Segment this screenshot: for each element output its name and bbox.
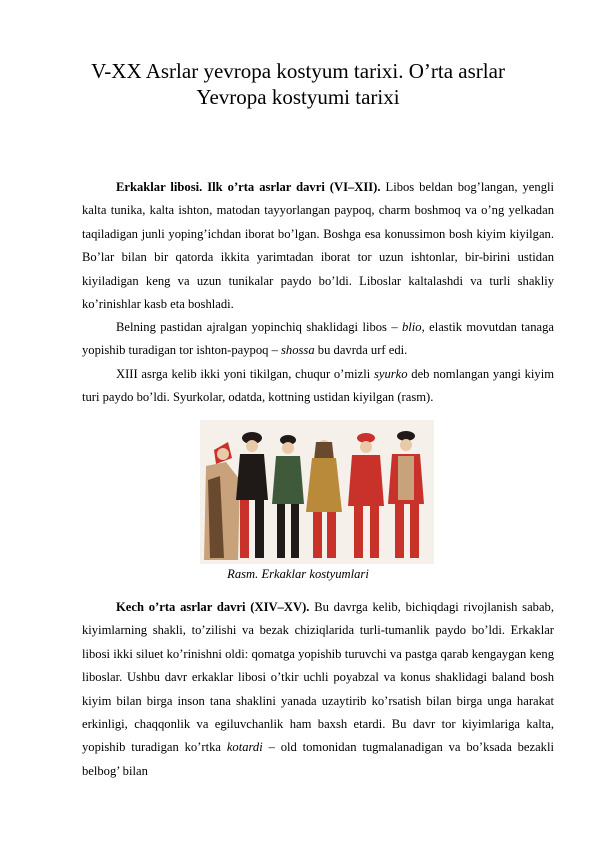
paragraph-syurko (82, 363, 554, 410)
section-lead-late: Kech o’rta asrlar davri (XIV–XV). (116, 600, 310, 614)
term-kotardi: kotardi (226, 740, 263, 755)
paragraph-text: Libos beldan bog’langan, yengli kalta tunika, kalta ishton, matodan tayyorlangan paypoq, charm boshmoq va o’ng yelkadan taqiladigan junli yoping’ichdan iborat bo’lgan. Boshga esa konussimon bosh kiyim kiyilgan. Bo’lar bilan bir qatorda ikkita yarimtadan iborat tor uzun ishtonlar, bir-birini ustidan kiyiladigan keng va uzun tunikalar paydo bo’ldi. Liboslar kaltalashdi va turli shakliy ko’rinishlar kasb eta boshladi. (82, 180, 554, 312)
paragraph-early-middle-ages (82, 176, 554, 316)
figure-man-dark (236, 432, 268, 558)
figure-caption: Rasm. Erkaklar kostyumlari (227, 567, 369, 581)
figure-woman (204, 442, 240, 560)
page-title: V-XX Asrlar yevropa kostyum tarixi. O’rta asrlar Yevropa kostyumi tarixi (91, 59, 505, 109)
paragraph-blio-shossa (82, 316, 554, 363)
paragraph-text: XIII asrga kelib ikki yoni tikilgan, chuqur o’mizli (116, 367, 374, 381)
paragraph-text: bu davrda urf edi. (314, 343, 408, 358)
figure-man-green (272, 435, 304, 558)
costume-illustration (200, 420, 434, 564)
paragraph-text: Belning pastidan ajralgan yopinchiq shaklidagi libos – (116, 320, 402, 334)
figure-man-red-sleeves (388, 431, 424, 558)
paragraph-text: , elastik movutdan tanaga yopishib turadigan tor ishton-paypoq – (82, 320, 554, 358)
term-shossa: shossa (281, 343, 315, 358)
paragraph-text: – old tomonidan tugmalanadigan va bo’ksada bezakli belbog’ bilan (82, 740, 554, 778)
term-syurko: syurko (373, 367, 408, 381)
paragraph-late-middle-ages (82, 596, 554, 783)
costume-figures-svg (200, 420, 434, 564)
figure-man-red (348, 433, 384, 558)
paragraph-text: deb nomlangan yangi kiyim turi paydo bo’ldi. Syurkolar, odatda, kottning ustidan kiyilgan (rasm). (82, 367, 554, 405)
section-lead-early: Erkaklar libosi. Ilk o’rta asrlar davri (VI–XII). (116, 180, 381, 194)
figure-man-ochre (306, 440, 342, 558)
paragraph-text: Bu davrga kelib, bichiqdagi rivojlanish sabab, kiyimlarning shakli, to’zilishi va bezak chiziqlarida turli-tumanlik paydo bo’ldi. Erkaklar libosi ikki siluet ko’rinishni oldi: qomatga yopishib turuvchi va pastga qarab kengaygan keng liboslar. Ushbu davr erkaklar libosi o’tkir uchli poyabzal va konus shaklidagi baland bosh kiyim bilan birga inson tana shaklini yanada uzaytirib ko’rsatish bilan birga unga harakat erkinligi, chaqqonlik va egiluvchanlik ham baxsh etardi. Bu davr tor kiyimlariga kalta, yopishib turadigan ko’rtka (82, 600, 555, 755)
term-blio: blio (402, 320, 422, 334)
